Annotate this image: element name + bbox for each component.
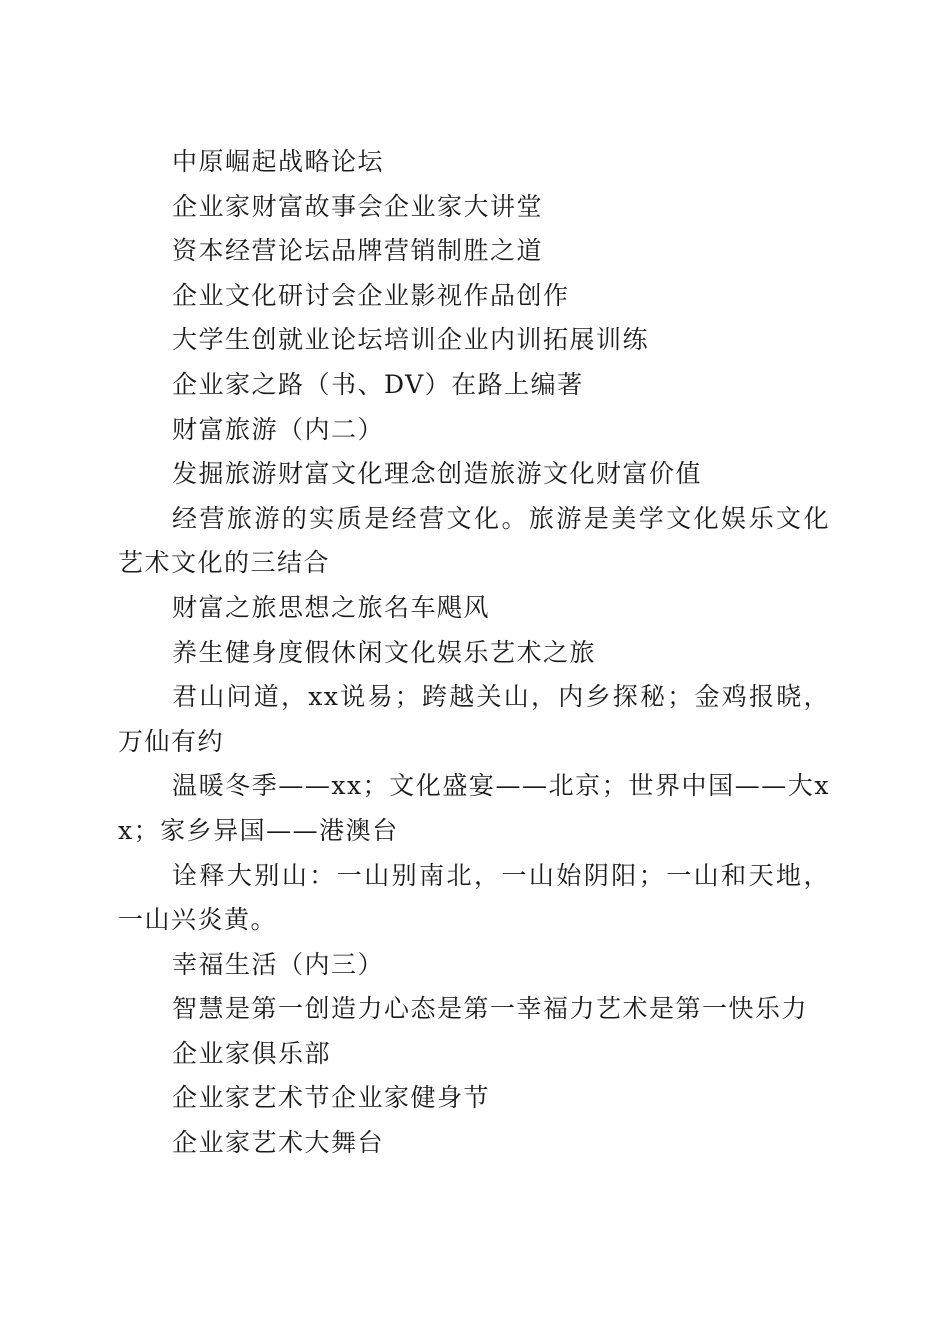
paragraph-entrepreneur-club: 企业家俱乐部 bbox=[172, 1038, 332, 1068]
section-heading-happy-life: 幸福生活（内三） bbox=[172, 949, 385, 979]
paragraph-wellness-journey: 养生健身度假休闲文化娱乐艺术之旅 bbox=[172, 637, 597, 667]
paragraph-art-fitness-festival: 企业家艺术节企业家健身节 bbox=[172, 1083, 491, 1113]
paragraph-central-plains-forum: 中原崛起战略论坛 bbox=[172, 147, 385, 176]
paragraph-student-forum: 大学生创就业论坛培训企业内训拓展训练 bbox=[172, 325, 650, 355]
paragraph-capital-forum: 资本经营论坛品牌营销制胜之道 bbox=[172, 236, 544, 266]
paragraph-junshan-tour: 君山问道，xx说易；跨越关山，内乡探秘；金鸡报晓，万仙有约 bbox=[118, 682, 830, 756]
paragraph-wealth-journey: 财富之旅思想之旅名车飓风 bbox=[172, 592, 491, 622]
paragraph-corporate-culture: 企业文化研讨会企业影视作品创作 bbox=[172, 280, 570, 310]
paragraph-tourism-value: 发掘旅游财富文化理念创造旅游文化财富价值 bbox=[172, 459, 703, 489]
document-page bbox=[118, 140, 830, 1166]
section-heading-wealth-tourism: 财富旅游（内二） bbox=[172, 414, 385, 444]
paragraph-wisdom-motto: 智慧是第一创造力心态是第一幸福力艺术是第一快乐力 bbox=[172, 994, 809, 1024]
paragraph-warm-winter: 温暖冬季——xx；文化盛宴——北京；世界中国——大xx；家乡异国——港澳台 bbox=[118, 771, 830, 845]
paragraph-entrepreneur-stories: 企业家财富故事会企业家大讲堂 bbox=[172, 191, 544, 221]
paragraph-dabie-mountain: 诠释大别山：一山别南北，一山始阴阳；一山和天地，一山兴炎黄。 bbox=[118, 860, 830, 935]
paragraph-entrepreneur-road: 企业家之路（书、DV）在路上编著 bbox=[172, 369, 584, 399]
paragraph-tourism-essence: 经营旅游的实质是经营文化。旅游是美学文化娱乐文化艺术文化的三结合 bbox=[118, 503, 830, 578]
paragraph-art-stage: 企业家艺术大舞台 bbox=[172, 1128, 385, 1158]
